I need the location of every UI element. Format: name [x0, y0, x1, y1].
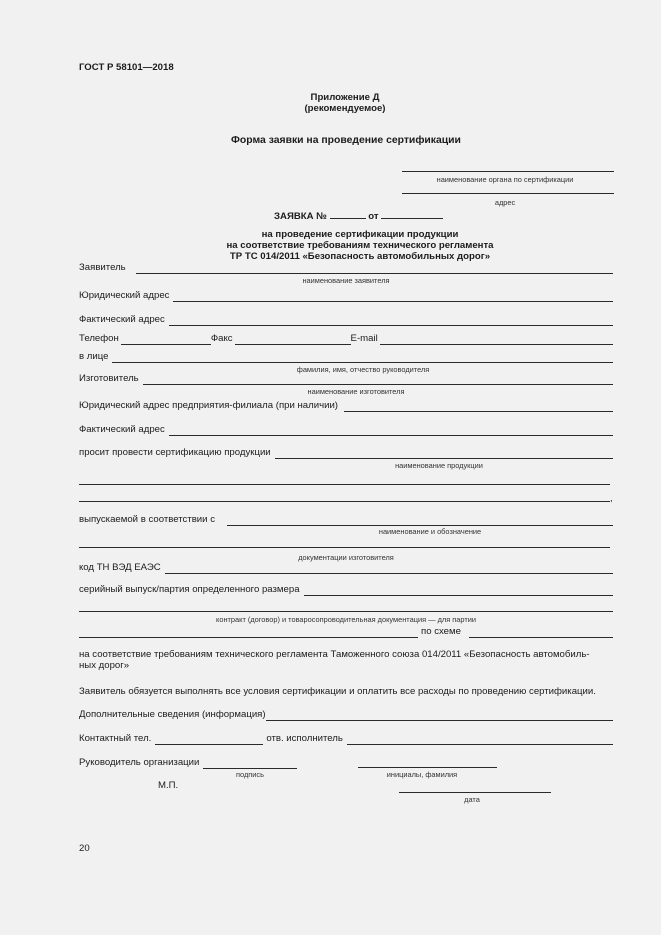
- appendix-title: Приложение Д: [310, 92, 380, 103]
- contacts-row: [79, 333, 613, 345]
- head-signature-field[interactable]: [203, 759, 297, 769]
- product-line-3[interactable]: [79, 501, 610, 502]
- contract-line[interactable]: [79, 611, 613, 612]
- in-person-label: в лице: [79, 351, 109, 362]
- applicant-caption: наименование заявителя: [302, 276, 390, 285]
- product-caption: наименование продукции: [395, 461, 483, 470]
- in-person-field[interactable]: [112, 353, 613, 363]
- applicant-label: Заявитель: [79, 262, 126, 273]
- head-row: [79, 757, 297, 769]
- actual-address-label: Фактический адрес: [79, 314, 165, 325]
- contact-phone-label: Контактный тел.: [79, 733, 152, 744]
- manufacturer-label: Изготовитель: [79, 373, 139, 384]
- application-subtitle-2: на соответствие требованиям технического регламента: [226, 240, 494, 251]
- serial-field[interactable]: [304, 586, 613, 596]
- legal-address-label: Юридический адрес: [79, 290, 170, 301]
- product-field[interactable]: [275, 449, 613, 459]
- applicant-row: [79, 262, 613, 274]
- fax-label: Факс: [210, 333, 233, 344]
- manufacturer-field[interactable]: [143, 375, 613, 385]
- designation-caption: наименование и обозначение: [378, 527, 482, 536]
- application-number-field[interactable]: [330, 209, 366, 219]
- legal-address-field[interactable]: [173, 292, 613, 302]
- org-name-line[interactable]: [402, 171, 614, 172]
- contract-field[interactable]: [79, 628, 418, 638]
- fax-field[interactable]: [235, 335, 351, 345]
- phone-field[interactable]: [121, 335, 211, 345]
- appendix-subtitle: (рекомендуемое): [304, 103, 386, 114]
- additional-row: [79, 709, 613, 721]
- manufacturer-row: [79, 373, 613, 385]
- org-name-caption: наименование органа по сертификации: [436, 175, 574, 184]
- executor-label: отв. исполнитель: [266, 733, 343, 744]
- email-field[interactable]: [380, 335, 613, 345]
- serial-label: серийный выпуск/партия определенного размера: [79, 584, 300, 595]
- branch-address-row: [79, 400, 613, 412]
- executor-field[interactable]: [347, 735, 613, 745]
- produced-per-field[interactable]: [227, 516, 613, 526]
- documentation-caption: документации изготовителя: [298, 553, 394, 562]
- actual-address-2-label: Фактический адрес: [79, 424, 165, 435]
- manufacturer-caption: наименование изготовителя: [307, 387, 405, 396]
- date-caption: дата: [464, 795, 480, 804]
- tn-ved-row: [79, 562, 613, 574]
- application-date-field[interactable]: [381, 209, 443, 219]
- org-address-caption: адрес: [494, 198, 516, 207]
- applicant-field[interactable]: [136, 264, 613, 274]
- request-row: [79, 447, 613, 459]
- compliance-line-2: ных дорог»: [79, 660, 130, 671]
- initials-field[interactable]: [358, 767, 497, 768]
- date-field[interactable]: [399, 792, 551, 793]
- standard-number: ГОСТ Р 58101—2018: [79, 62, 174, 73]
- signature-caption: подпись: [236, 770, 264, 779]
- scheme-row: [79, 626, 613, 638]
- contact-phone-field[interactable]: [155, 735, 263, 745]
- request-label: просит провести сертификацию продукции: [79, 447, 271, 458]
- produced-per-label: выпускаемой в соответствии с: [79, 514, 215, 525]
- application-number-label: ЗАЯВКА №: [274, 211, 327, 222]
- stamp-label: М.П.: [158, 780, 179, 791]
- scheme-label: по схеме: [421, 626, 461, 637]
- head-label: Руководитель организации: [79, 757, 200, 768]
- application-heading: [274, 209, 443, 223]
- org-address-line[interactable]: [402, 193, 614, 194]
- actual-address-field[interactable]: [169, 316, 613, 326]
- initials-caption: инициалы, фамилия: [386, 770, 458, 779]
- actual-address-2-field[interactable]: [169, 426, 613, 436]
- form-title: Форма заявки на проведение сертификации: [231, 135, 461, 146]
- contact-row: [79, 733, 613, 745]
- application-date-label: от: [368, 211, 379, 222]
- in-person-row: [79, 351, 613, 363]
- contract-caption: контракт (договор) и товаросопроводительная документация — для партии: [216, 615, 476, 624]
- application-subtitle-3: ТР ТС 014/2011 «Безопасность автомобильных дорог»: [229, 251, 491, 262]
- documentation-line[interactable]: [79, 547, 610, 548]
- application-subtitle-1: на проведение сертификации продукции: [261, 229, 459, 240]
- actual-address-2-row: [79, 424, 613, 436]
- legal-address-row: [79, 290, 613, 302]
- email-label: E-mail: [350, 333, 378, 344]
- serial-row: [79, 584, 613, 596]
- additional-label: Дополнительные сведения (информация): [79, 709, 266, 720]
- phone-label: Телефон: [79, 333, 119, 344]
- additional-field[interactable]: [266, 711, 613, 721]
- in-person-caption: фамилия, имя, отчество руководителя: [296, 365, 430, 374]
- compliance-line-1: на соответствие требованиям технического регламента Таможенного союза 014/2011 «Безопасность автомобиль-: [79, 649, 590, 660]
- branch-address-label: Юридический адрес предприятия-филиала (при наличии): [79, 400, 338, 411]
- branch-address-field[interactable]: [344, 402, 613, 412]
- scheme-field[interactable]: [469, 628, 613, 638]
- page-number: 20: [79, 843, 90, 854]
- actual-address-row: [79, 314, 613, 326]
- tn-ved-field[interactable]: [165, 564, 613, 574]
- produced-per-row: [79, 514, 613, 526]
- obligation-text: Заявитель обязуется выполнять все условия сертификации и оплатить все расходы по проведению сертификации.: [79, 686, 596, 697]
- product-line-2[interactable]: [79, 484, 610, 485]
- tn-ved-label: код ТН ВЭД ЕАЭС: [79, 562, 161, 573]
- product-line-comma: ,: [610, 493, 613, 504]
